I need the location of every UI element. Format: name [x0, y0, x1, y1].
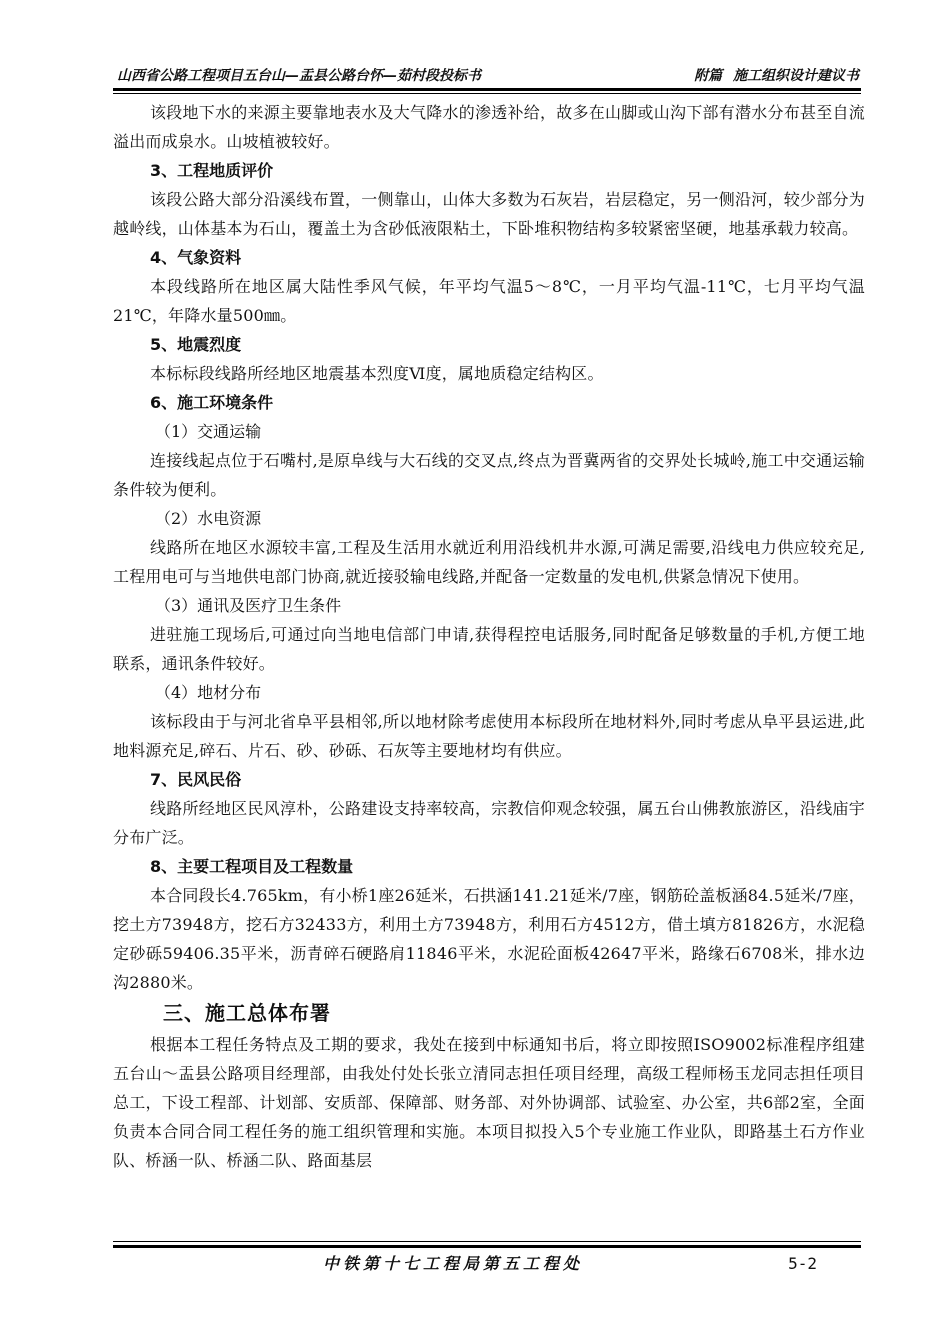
paragraph: 线路所经地区民风淳朴，公路建设支持率较高，宗教信仰观念较强，属五台山佛教旅游区，沿线庙宇分布广泛。 [113, 799, 865, 847]
paragraph: 本标标段线路所经地区地震基本烈度Ⅵ度，属地质稳定结构区。 [150, 364, 604, 383]
paragraph: 进驻施工现场后,可通过向当地电信部门申请,获得程控电话服务,同时配备足够数量的手机,方便工地联系，通讯条件较好。 [113, 625, 865, 673]
chapter-heading: 三、施工总体布署 [163, 1001, 331, 1025]
section-heading: 7、民风民俗 [150, 770, 242, 789]
section-heading: 3、工程地质评价 [150, 161, 274, 180]
page-number: 5-2 [788, 1254, 817, 1273]
footer-rule-thick [113, 1245, 861, 1248]
header-section: 附篇 施工组织设计建议书 [694, 68, 859, 84]
subsection-heading: （1）交通运输 [155, 422, 262, 441]
section-heading: 4、气象资料 [150, 248, 242, 267]
section-heading: 6、施工环境条件 [150, 393, 274, 412]
document-body [113, 98, 865, 1175]
subsection-heading: （2）水电资源 [155, 509, 262, 528]
paragraph: 根据本工程任务特点及工期的要求，我处在接到中标通知书后，将立即按照ISO9002标准程序组建五台山～盂县公路项目经理部，由我处付处长张立清同志担任项目经理，高级工程师杨玉龙同志担任项目总工，下设工程部、计划部、安质部、保障部、财务部、对外协调部、试验室、办公室，共6部2室，全面负责本合同合同工程任务的施工组织管理和实施。本项目拟投入5个专业施工作业队，即路基土石方作业队、桥涵一队、桥涵二队、路面基层 [113, 1035, 865, 1170]
header-rule-thick [113, 88, 861, 91]
subsection-heading: （3）通讯及医疗卫生条件 [155, 596, 342, 615]
page-footer [113, 1251, 863, 1277]
footer-organization: 中铁第十七工程局第五工程处 [323, 1254, 584, 1273]
paragraph: 本段线路所在地区属大陆性季风气候，年平均气温5～8℃，一月平均气温-11℃，七月平均气温21℃，年降水量500㎜。 [113, 277, 865, 325]
section-heading: 5、地震烈度 [150, 335, 242, 354]
section-heading: 8、主要工程项目及工程数量 [150, 857, 354, 876]
page-header [113, 64, 863, 88]
paragraph: 线路所在地区水源较丰富,工程及生活用水就近利用沿线机井水源,可满足需要,沿线电力供应较充足,工程用电可与当地供电部门协商,就近接驳输电线路,并配备一定数量的发电机,供紧急情况下使用。 [113, 538, 865, 586]
header-title: 山西省公路工程项目五台山—盂县公路台怀—茹村段投标书 [117, 68, 481, 84]
paragraph: 该段公路大部分沿溪线布置，一侧靠山，山体大多数为石灰岩，岩层稳定，另一侧沿河，较少部分为越岭线，山体基本为石山，覆盖土为含砂低液限粘土，下卧堆积物结构多较紧密坚硬，地基承载力较高。 [113, 190, 865, 238]
footer-rule-thin [113, 1241, 861, 1242]
paragraph: 本合同段长4.765km，有小桥1座26延米，石拱涵141.21延米/7座，钢筋砼盖板涵84.5延米/7座，挖土方73948方，挖石方32433方，利用土方73948方，利用石方4512方，借土填方81826方，水泥稳定砂砾59406.35平米，沥青碎石硬路肩11846平米，水泥砼面板42647平米，路缘石6708米，排水边沟2880米。 [113, 886, 865, 992]
subsection-heading: （4）地材分布 [155, 683, 262, 702]
header-rule-thin [113, 93, 861, 94]
paragraph: 连接线起点位于石嘴村,是原阜线与大石线的交叉点,终点为晋冀两省的交界处长城岭,施工中交通运输条件较为便利。 [113, 451, 865, 499]
paragraph: 该标段由于与河北省阜平县相邻,所以地材除考虑使用本标段所在地材料外,同时考虑从阜平县运进,此地料源充足,碎石、片石、砂、砂砾、石灰等主要地材均有供应。 [113, 712, 865, 760]
paragraph: 该段地下水的来源主要靠地表水及大气降水的渗透补给，故多在山脚或山沟下部有潜水分布甚至自流溢出而成泉水。山坡植被较好。 [113, 103, 865, 151]
